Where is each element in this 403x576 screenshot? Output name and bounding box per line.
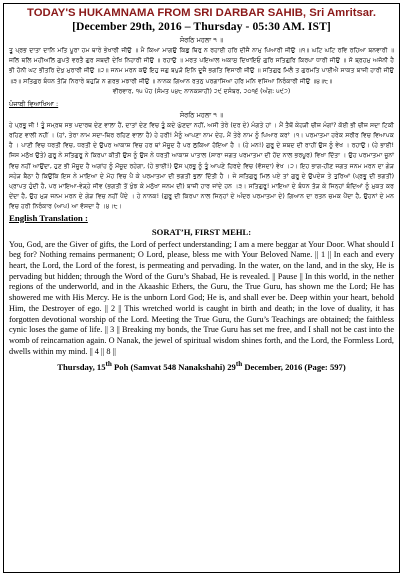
footer-day-suffix: th (105, 360, 112, 369)
footer-date (9, 359, 394, 373)
punjabi-explanation: ਹੇ ਪ੍ਰਭੂ ਜੀ ! ਤੂੰ ਸਮ੍ਰਥ ਸਭ ਪਦਾਰਥ ਦੇਣ ਵਾਲਾ ਹੈਂ, ਦਾਤਾਂ ਦੇਣ ਵਿਚ ਤੂੰ ਕਦੇ ਘੁੱਣਦਾ ਨਹੀਂ, ਅਸੀ ਤੇਰੇ (ਦਰ ਦੇ) ਮੰਗਤੇ ਹਾਂ । ਮੈਂ ਤੈਥੋਂ ਕੇਹੜੀ ਚੀਜ਼ ਮੰਗਾਂ? ਕੋਈ ਭੀ ਚੀਜ਼ ਸਦਾ ਟਿਕੀ ਰਹਿਣ ਵਾਲੀ ਨਹੀਂ । (ਹਾਂ, ਤੇਰਾ ਨਾਮ ਸਦਾ-ਥਿਰ ਰਹਿਣ ਵਾਲਾ ਹੈ) ਹੇ ਹਰੀ! ਮੈਨੂੰ ਆਪਣਾ ਨਾਮ ਦੇਹ, ਮੈਂ ਤੇਰੇ ਨਾਮ ਨੂੰ ਪਿਆਰ ਕਰਾਂ ।੧। ਪਰਮਾਤਮਾ ਹਰੇਕ ਸਰੀਰ ਵਿਚ ਵਿਆਪਕ ਹੈ । ਪਾਣੀ ਵਿਚ ਧਰਤੀ ਵਿਚ, ਧਰਤੀ ਦੇ ਉਪਰ ਆਕਾਸ਼ ਵਿਚ ਹਰ ਥਾਂ ਮੌਜੂਦ ਹੈ ਪਰ ਲੁਕਿਆ ਹੋਇਆ ਹੈ । (ਹੇ ਮਨ!) ਗੁਰੂ ਦੇ ਸ਼ਬਦ ਦੀ ਰਾਹੀਂ ਉਸ ਨੂੰ ਵੇਖ । ਰਹਾਉ। (ਹੇ ਭਾਈ! ਜਿਸ ਮਨੁੱਖ ਉਤੇ) ਗੁਰੂ ਨੇ ਸਤਿਗੁਰੂ ਨੇ ਕਿਰਪਾ ਕੀਤੀ ਉਸ ਨੂੰ ਉਸ ਨੇ ਧਰਤੀ ਆਕਾਸ਼ ਪਾਤਾਲ (ਸਾਰਾ ਜਗਤ ਪਰਮਾਤਮਾ ਦੀ ਹੋਂਦ ਨਾਲ ਭਰਪੂਰ) ਵਿਖਾ ਦਿੱਤਾ । ਉਹ ਪਰਮਾਤਮਾ ਜੂਨਾਂ ਵਿਚ ਨਹੀਂ ਆਉਂਦਾ, ਹੁਣ ਭੀ ਮੌਜੂਦ ਹੈ ਅਗਾਂਹ ਨੂੰ ਮੌਜੂਦ ਰਹੇਗਾ, (ਹੇ ਭਾਈ!) ਉਸ ਪ੍ਰਭੂ ਨੂੰ ਤੂੰ ਆਪਣੇ ਹਿਰਦੇ ਵਿਚ (ਵੱਸਦਾ) ਵੇਖ ।੨। ਇਹ ਭਾਗ-ਹੀਣ ਜਗਤ ਜਨਮ ਮਰਨ ਦਾ ਗੇੜ ਸਹੇੜ ਬੈਠਾ ਹੈ ਕਿਉਂਕਿ ਇਸ ਨੇ ਮਾਇਆ ਦੇ ਮੋਹ ਵਿਚ ਪੈ ਕੇ ਪਰਮਾਤਮਾ ਦੀ ਭਗਤੀ ਭੁਲਾ ਦਿੱਤੀ ਹੈ । ਜੇ ਸਤਿਗੁਰੂ ਮਿਲ ਪਏ ਤਾਂ ਗੁਰੂ ਦੇ ਉਪਦੇਸ਼ ਤੇ ਤੁਰਿਆਂ (ਪ੍ਰਭੂ ਦੀ ਭਗਤੀ) ਪ੍ਰਾਪਤ ਹੁੰਦੀ ਹੈ, ਪਰ ਮਾਇਆ-ਵੇੜ੍ਹੇ ਜੀਵ (ਭਗਤੀ ਤੋਂ ਖੁੰਝ ਕੇ ਮਨੁੱਖਾ ਜਨਮ ਦੀ) ਬਾਜ਼ੀ ਹਾਰ ਜਾਂਦੇ ਹਨ ।੩। ਸਤਿਗੁਰੂ! ਮਾਇਆ ਦੇ ਬੰਧਨ ਤੋੜ ਕੇ ਜਿਨ੍ਹਾਂ ਬੰਦਿਆਂ ਨੂੰ ਮੁਕਤ ਕਰ ਦੇਂਦਾ ਹੈ, ਉਹ ਮੁੜ ਜਨਮ ਮਰਨ ਦੇ ਗੇੜ ਵਿਚ ਨਹੀਂ ਪੈਂਦੇ । ਹੇ ਨਾਨਕ! (ਗੁਰੂ ਦੀ ਕਿਰਪਾ ਨਾਲ ਜਿਨ੍ਹਾਂ ਦੇ ਅੰਦਰ ਪਰਮਾਤਮਾ ਦੇ) ਗਿਆਨ ਦਾ ਰਤਨ ਚਮਕ ਪੈਂਦਾ ਹੈ, ਉਹਨਾਂ ਦੇ ਮਨ ਵਿਚ ਹਰੀ ਨਿਰੰਕਾਰ (ਆਪ) ਆ ਵੱਸਦਾ ਹੈ ।੪।੮। (9, 121, 394, 211)
page-title: TODAY'S HUKAMNAMA FROM SRI DARBAR SAHIB, Sri Amritsar. (27, 7, 376, 19)
hukamnama-page (3, 3, 400, 573)
punjabi-heading: ਸੋਰਠਿ ਮਹਲਾ ੧ ॥ (179, 110, 224, 119)
punjabi-section-label: ਪੰਜਾਬੀ ਵਿਆਖਿਆ : (9, 99, 59, 108)
gurmukhi-date-line: ਵੀਰਵਾਰ, ੧੫ ਪੋਹ (ਸੰਮਤ ੫੪੮ ਨਾਨਕਸ਼ਾਹੀ) ੨੯ ਦਸੰਬਰ, ੨੦੧੬ (ਅੰਗ: ੫੯੭) (112, 87, 291, 95)
gurmukhi-heading: ਸੋਰਠਿ ਮਹਲਾ ੧ ॥ (179, 36, 224, 44)
header (9, 7, 394, 33)
gurmukhi-verse: ਤੂ ਪ੍ਰਭ ਦਾਤਾ ਦਾਨਿ ਮਤਿ ਪੂਰਾ ਹਮ ਥਾਰੇ ਭੇਖਾਰੀ ਜੀਉ ॥ ਮੈ ਕਿਆ ਮਾਗਉ ਕਿਛੁ ਥਿਰੁ ਨ ਰਹਾਈ ਹਰਿ ਦੀਜੈ ਨਾਮੁ ਪਿਆਰੀ ਜੀਉ ॥੧॥ ਘਟਿ ਘਟਿ ਰਵਿ ਰਹਿਆ ਬਨਵਾਰੀ ॥ ਜਲਿ ਥਲਿ ਮਹੀਅਲਿ ਗੁਪਤੋ ਵਰਤੈ ਗੁਰ ਸਬਦੀ ਦੇਖਿ ਨਿਹਾਰੀ ਜੀਉ ॥ ਰਹਾਉ ॥ ਮਰਤ ਪਇਆਲ ਅਕਾਸੁ ਦਿਖਾਇਓ ਗੁਰਿ ਸਤਿਗੁਰਿ ਕਿਰਪਾ ਧਾਰੀ ਜੀਉ ॥ ਸੋ ਬ੍ਰਹਮੁ ਅਜੋਨੀ ਹੈ ਭੀ ਹੋਨੀ ਘਟ ਭੀਤਰਿ ਦੇਖੁ ਮੁਰਾਰੀ ਜੀਉ ॥੨॥ ਜਨਮ ਮਰਨ ਕਉ ਇਹੁ ਜਗੁ ਬਪੁੜੋ ਇਨਿ ਦੂਜੈ ਭਗਤਿ ਵਿਸਾਰੀ ਜੀਉ ॥ ਸਤਿਗੁਰੁ ਮਿਲੈ ਤ ਗੁਰਮਤਿ ਪਾਈਐ ਸਾਕਤ ਬਾਜੀ ਹਾਰੀ ਜੀਉ ॥੩॥ ਸਤਿਗੁਰ ਬੰਧਨ ਤੋੜਿ ਨਿਰਾਰੇ ਬਹੁੜਿ ਨ ਗਰਭ ਮਝਾਰੀ ਜੀਉ ॥ ਨਾਨਕ ਗਿਆਨ ਰਤਨੁ ਪਰਗਾਸਿਆ ਹਰਿ ਮਨਿ ਵਸਿਆ ਨਿਰੰਕਾਰੀ ਜੀਉ ॥੪॥੮॥ (9, 47, 394, 85)
footer-day: Thursday, 15 (57, 362, 106, 373)
english-translation: You, God, are the Giver of gifts, the Lord of perfect understanding; I am a mere beggar at Your Door. What should I beg for? Nothing remains permanent; O Lord, please, bless me with Your Beloved Name. || 1 || In each and every heart, the Lord, the Lord of the forest, is permeating and pervading. In the water, on the land, and in the sky, He is pervading but hidden; through the Word of the Guru’s Shabad, He is revealed. || Pause || In this world, in the nether regions of the underworld, and in the Akaashic Ethers, the Guru, the True Guru, has shown me the Lord; He has showered me with His Mercy. He is the unborn Lord God; He is, and shall ever be. Deep within your heart, behold Him, the Destroyer of ego. || 2 || This wretched world is caught in birth and death; in the love of duality, it has forgotten devotional worship of the Lord. Meeting the True Guru, the Guru’s Teachings are obtained; the faithless cynic loses the game of life. || 3 || Breaking my bonds, the True Guru has set me free, and I shall not be cast into the womb of reincarnation again. O Nanak, the jewel of spiritual wisdom shines forth, and the Lord, the Formless Lord, dwells within my mind. || 4 || 8 || (9, 239, 394, 356)
page-dateline: [December 29th, 2016 – Thursday - 05:30 AM. IST] (72, 20, 331, 33)
footer-end: December, 2016 (Page: 597) (242, 362, 346, 373)
footer-middle: Poh (Samvat 548 Nanakshahi) 29 (111, 362, 236, 373)
footer-date-suffix: th (235, 360, 243, 369)
english-section-label: English Translation : (9, 212, 88, 223)
english-heading: SORAT’H, FIRST MEHL: (151, 226, 252, 237)
